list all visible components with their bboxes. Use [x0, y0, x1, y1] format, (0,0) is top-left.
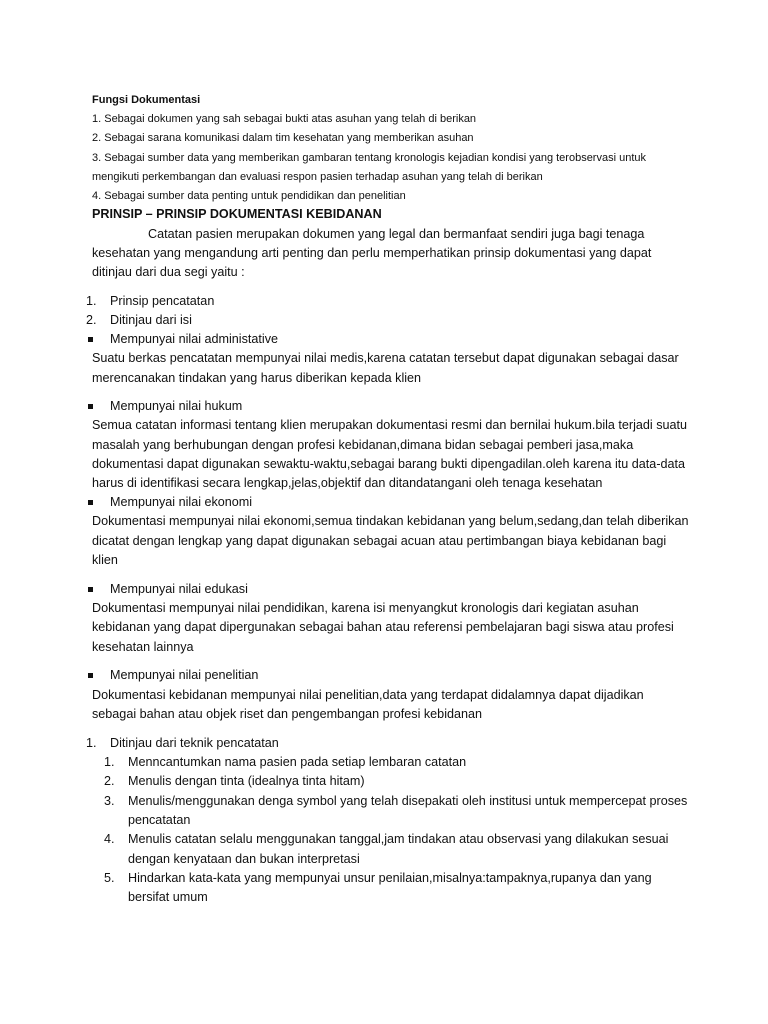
- nilai-hukum-line-2: masalah yang berhubungan dengan profesi kebidanan,dimana bidan sebagai pemberi jasa,maka: [92, 438, 634, 452]
- teknik-item-marker-5: 5.: [104, 871, 115, 885]
- nilai-edukasi-line-2: kebidanan yang dapat dipergunakan sebagai bahan atau referensi pembelajaran bagi siswa atau profesi: [92, 620, 674, 634]
- teknik-item-marker-3: 3.: [104, 794, 115, 808]
- teknik-marker: 1.: [86, 736, 97, 750]
- teknik-item-4-line-1: Menulis catatan selalu menggunakan tanggal,jam tindakan atau observasi yang dilakukan sesuai: [128, 832, 669, 846]
- prinsip-list-item-2: Ditinjau dari isi: [110, 313, 192, 327]
- bullet-square-icon: [88, 673, 93, 678]
- fungsi-item-3-line-2: mengikuti perkembangan dan evaluasi respon pasien terhadap asuhan yang telah di berikan: [92, 171, 543, 183]
- bullet-square-icon: [88, 500, 93, 505]
- bullet-square-icon: [88, 587, 93, 592]
- nilai-hukum-line-1: Semua catatan informasi tentang klien merupakan dokumentasi resmi dan bernilai hukum.bila terjadi suatu: [92, 418, 688, 432]
- nilai-ekonomi-title: Mempunyai nilai ekonomi: [110, 495, 253, 509]
- fungsi-item-4: 4. Sebagai sumber data penting untuk pendidikan dan penelitian: [92, 190, 406, 202]
- prinsip-list-marker-2: 2.: [86, 313, 97, 327]
- nilai-hukum-line-4: harus di identifikasi secara lengkap,jelas,objektif dan ditandatangani oleh tenaga kesehatan: [92, 476, 603, 490]
- nilai-ekonomi-line-2: dicatat dengan lengkap yang dapat digunakan sebagai acuan atau pertimbangan biaya kebidanan bagi: [92, 534, 667, 548]
- bullet-square-icon: [88, 337, 93, 342]
- teknik-item-5-line-2: bersifat umum: [128, 890, 208, 904]
- nilai-penelitian-line-1: Dokumentasi kebidanan mempunyai nilai penelitian,data yang terdapat didalamnya dapat dijadikan: [92, 688, 644, 702]
- teknik-item-1-line-1: Menncantumkan nama pasien pada setiap lembaran catatan: [128, 755, 467, 769]
- teknik-title: Ditinjau dari teknik pencatatan: [110, 736, 279, 750]
- nilai-administrative-title: Mempunyai nilai administative: [110, 332, 278, 346]
- teknik-item-3-line-1: Menulis/menggunakan denga symbol yang telah disepakati oleh institusi untuk mempercepat proses: [128, 794, 688, 808]
- prinsip-list-item-1: Prinsip pencatatan: [110, 294, 215, 308]
- prinsip-intro-line-1: Catatan pasien merupakan dokumen yang legal dan bermanfaat sendiri juga bagi tenaga: [148, 227, 645, 241]
- nilai-edukasi-line-1: Dokumentasi mempunyai nilai pendidikan, karena isi menyangkut kronologis dari kegiatan asuhan: [92, 601, 639, 615]
- nilai-hukum-title: Mempunyai nilai hukum: [110, 399, 243, 413]
- nilai-administrative-line-2: merencanakan tindakan yang harus diberikan kepada klien: [92, 371, 422, 385]
- nilai-administrative-line-1: Suatu berkas pencatatan mempunyai nilai medis,karena catatan tersebut dapat digunakan sebagai dasar: [92, 351, 679, 365]
- teknik-item-marker-4: 4.: [104, 832, 115, 846]
- teknik-item-2-line-1: Menulis dengan tinta (idealnya tinta hitam): [128, 774, 365, 788]
- nilai-penelitian-title: Mempunyai nilai penelitian: [110, 668, 259, 682]
- nilai-penelitian-line-2: sebagai bahan atau objek riset dan pengembangan profesi kebidanan: [92, 707, 483, 721]
- prinsip-intro-line-3: ditinjau dari dua segi yaitu :: [92, 265, 245, 279]
- nilai-edukasi-title: Mempunyai nilai edukasi: [110, 582, 248, 596]
- nilai-ekonomi-line-1: Dokumentasi mempunyai nilai ekonomi,semua tindakan kebidanan yang belum,sedang,dan telah diberikan: [92, 514, 689, 528]
- teknik-item-5-line-1: Hindarkan kata-kata yang mempunyai unsur penilaian,misalnya:tampaknya,rupanya dan yang: [128, 871, 652, 885]
- nilai-ekonomi-line-3: klien: [92, 553, 118, 567]
- prinsip-list-marker-1: 1.: [86, 294, 97, 308]
- teknik-item-3-line-2: pencatatan: [128, 813, 191, 827]
- prinsip-intro-line-2: kesehatan yang mengandung arti penting dan perlu memperhatikan prinsip dokumentasi yang dapat: [92, 246, 652, 260]
- nilai-hukum-line-3: dokumentasi dapat digunakan sewaktu-waktu,sebagai barang bukti dipengadilan.oleh karena itu data-data: [92, 457, 686, 471]
- teknik-item-marker-1: 1.: [104, 755, 115, 769]
- fungsi-item-2: 2. Sebagai sarana komunikasi dalam tim kesehatan yang memberikan asuhan: [92, 132, 474, 144]
- fungsi-item-1: 1. Sebagai dokumen yang sah sebagai bukti atas asuhan yang telah di berikan: [92, 113, 477, 125]
- fungsi-heading: Fungsi Dokumentasi: [92, 94, 201, 106]
- teknik-item-marker-2: 2.: [104, 774, 115, 788]
- prinsip-heading: PRINSIP – PRINSIP DOKUMENTASI KEBIDANAN: [92, 207, 382, 221]
- bullet-square-icon: [88, 404, 93, 409]
- teknik-item-4-line-2: dengan kenyataan dan bukan interpretasi: [128, 852, 360, 866]
- fungsi-item-3-line-1: 3. Sebagai sumber data yang memberikan gambaran tentang kronologis kejadian kondisi yang terobservasi untuk: [92, 152, 647, 164]
- nilai-edukasi-line-3: kesehatan lainnya: [92, 640, 194, 654]
